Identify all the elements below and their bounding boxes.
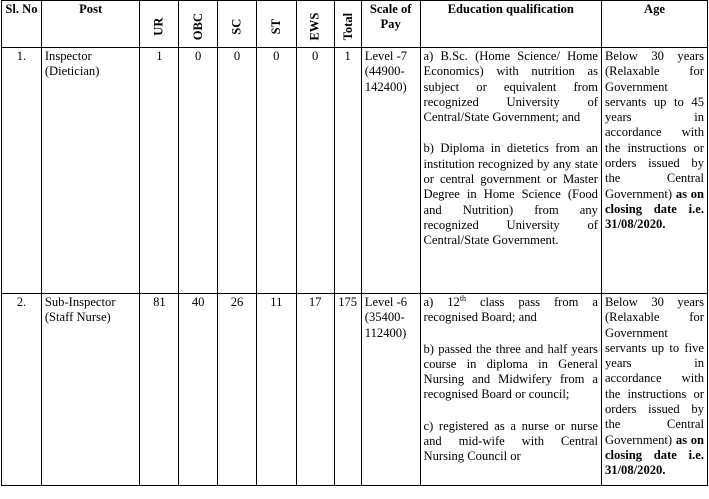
education-cell bbox=[420, 294, 601, 486]
scale-cell: Level -7 (44900-142400) bbox=[361, 48, 420, 294]
age-closing-date: as on closing date i.e. 31/08/2020. bbox=[604, 186, 704, 232]
header-scale-of-pay: Scale of Pay bbox=[361, 1, 420, 48]
ur-cell: 1 bbox=[140, 48, 179, 294]
st-cell: 11 bbox=[256, 294, 296, 486]
education-item-b: b) Diploma in dietetics from an institution recognized by any state or central government or Master Degree in Home Science (Food and Nutrition) from any recognized University of Central/State Government. bbox=[423, 141, 598, 248]
st-cell: 0 bbox=[256, 48, 296, 294]
header-sc: SC bbox=[218, 1, 257, 48]
obc-cell: 0 bbox=[179, 48, 218, 294]
header-st: ST bbox=[256, 1, 296, 48]
header-row bbox=[2, 1, 708, 48]
recruitment-table bbox=[1, 0, 708, 486]
header-education: Education qualification bbox=[420, 1, 601, 48]
header-total: Total bbox=[334, 1, 361, 48]
sc-cell: 26 bbox=[218, 294, 257, 486]
total-cell: 1 bbox=[334, 48, 361, 294]
sl-no-cell: 1. bbox=[2, 48, 42, 294]
header-sl-no: Sl. No bbox=[2, 1, 42, 48]
ews-cell: 17 bbox=[296, 294, 334, 486]
header-post: Post bbox=[41, 1, 140, 48]
header-age: Age bbox=[601, 1, 707, 48]
education-cell bbox=[420, 48, 601, 294]
education-item-b: b) passed the three and half years course in diploma in General Nursing and Midwifery from a recognised Board or council; bbox=[423, 341, 598, 402]
header-ur: UR bbox=[140, 1, 179, 48]
table-row bbox=[2, 294, 708, 486]
header-ews: EWS bbox=[296, 1, 334, 48]
education-item-c: c) registered as a nurse or nurse and mid-wife with Central Nursing Council or bbox=[423, 418, 598, 464]
education-item-a: a) 12th class pass from a recognised Board; and bbox=[423, 293, 598, 325]
table-row bbox=[2, 48, 708, 294]
post-cell: Inspector (Dietician) bbox=[41, 48, 140, 294]
sl-no-cell: 2. bbox=[2, 294, 42, 486]
sc-cell: 0 bbox=[218, 48, 257, 294]
ews-cell: 0 bbox=[296, 48, 334, 294]
scale-cell: Level -6 (35400-112400) bbox=[361, 294, 420, 486]
obc-cell: 40 bbox=[179, 294, 218, 486]
header-obc: OBC bbox=[179, 1, 218, 48]
ur-cell: 81 bbox=[140, 294, 179, 486]
age-cell bbox=[601, 48, 707, 294]
age-closing-date: as on closing date i.e. 31/08/2020. bbox=[604, 432, 704, 478]
total-cell: 175 bbox=[334, 294, 361, 486]
age-text: Below 30 years (Relaxable for Government servants up to five years in accordance with the instructions or orders issued by the Central Government) bbox=[604, 295, 704, 447]
age-text: Below 30 years (Relaxable for Government servants up to 45 years in accordance with the instructions or orders issued by the Central Government) bbox=[604, 49, 704, 201]
age-cell bbox=[601, 294, 707, 486]
education-item-a: a) B.Sc. (Home Science/ Home Economics) with nutrition as subject or equivalent from recognized University of Central/State Government; and bbox=[423, 49, 598, 125]
post-cell: Sub-Inspector (Staff Nurse) bbox=[41, 294, 140, 486]
